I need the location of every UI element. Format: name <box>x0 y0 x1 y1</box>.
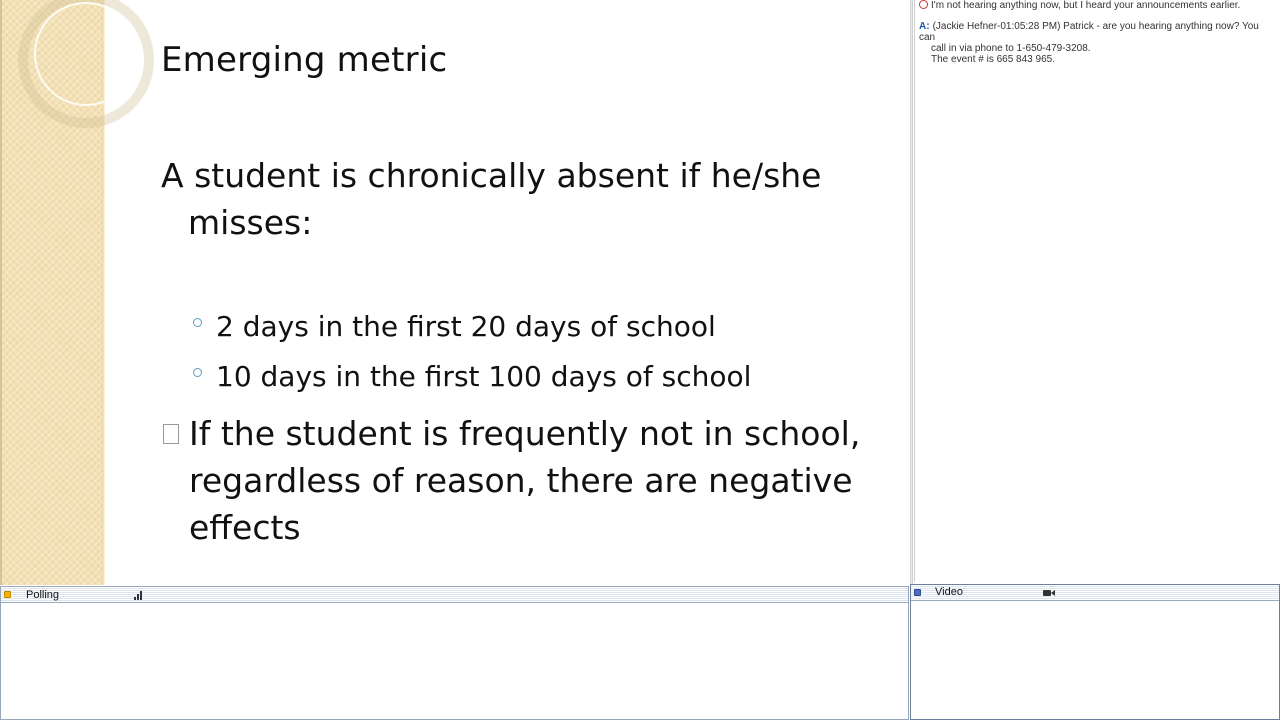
paragraph-2-line: If the student is frequently not in school, <box>189 414 861 453</box>
bullet-ring-icon <box>193 368 202 377</box>
chat-answer-line-2: call in via phone to 1-650-479-3208. <box>931 43 1091 54</box>
chat-question-text: I'm not hearing anything now, but I heard your announcements earlier. <box>931 0 1241 11</box>
answer-label: A: <box>919 21 930 32</box>
paragraph-1-line-2: misses: <box>188 203 313 242</box>
polling-panel[interactable] <box>0 586 909 720</box>
chat-question-message <box>919 0 1269 11</box>
paragraph-2-line: regardless of reason, there are negative <box>189 461 853 500</box>
bullet-ring-icon <box>193 318 202 327</box>
camera-icon[interactable] <box>1043 589 1055 597</box>
question-icon <box>919 0 928 9</box>
video-panel-header[interactable] <box>911 585 1279 601</box>
polling-panel-title: Polling <box>26 589 60 601</box>
bullet-box-icon <box>163 424 179 444</box>
signal-bars-icon[interactable] <box>134 591 144 600</box>
paragraph-1-line-1: A student is chronically absent if he/she <box>161 156 822 195</box>
paragraph-2-line: effects <box>189 508 301 547</box>
square-dot-icon <box>914 589 921 596</box>
chat-answer-line-1: (Jackie Hefner-01:05:28 PM) Patrick - are you hearing anything now? You can <box>919 21 1259 43</box>
sub-bullet-text: 10 days in the first 100 days of school <box>216 360 752 393</box>
video-panel-title: Video <box>935 586 963 598</box>
decorative-ring-inner <box>34 2 138 106</box>
video-panel[interactable] <box>910 584 1280 720</box>
chat-answer-line-3: The event # is 665 843 965. <box>931 54 1055 65</box>
slide-title: Emerging metric <box>161 40 448 80</box>
qa-chat-panel[interactable] <box>914 0 1280 582</box>
square-dot-icon <box>4 591 11 598</box>
slide-left-border <box>0 0 2 585</box>
sub-bullet-item <box>193 360 751 393</box>
chat-answer-message <box>919 21 1269 65</box>
slide-paragraph-2 <box>189 410 889 551</box>
polling-panel-header[interactable] <box>1 587 908 603</box>
panel-splitter[interactable] <box>910 0 913 585</box>
slide-paragraph-1 <box>161 152 881 246</box>
sub-bullet-text: 2 days in the first 20 days of school <box>216 310 716 343</box>
sub-bullet-item <box>193 310 716 343</box>
